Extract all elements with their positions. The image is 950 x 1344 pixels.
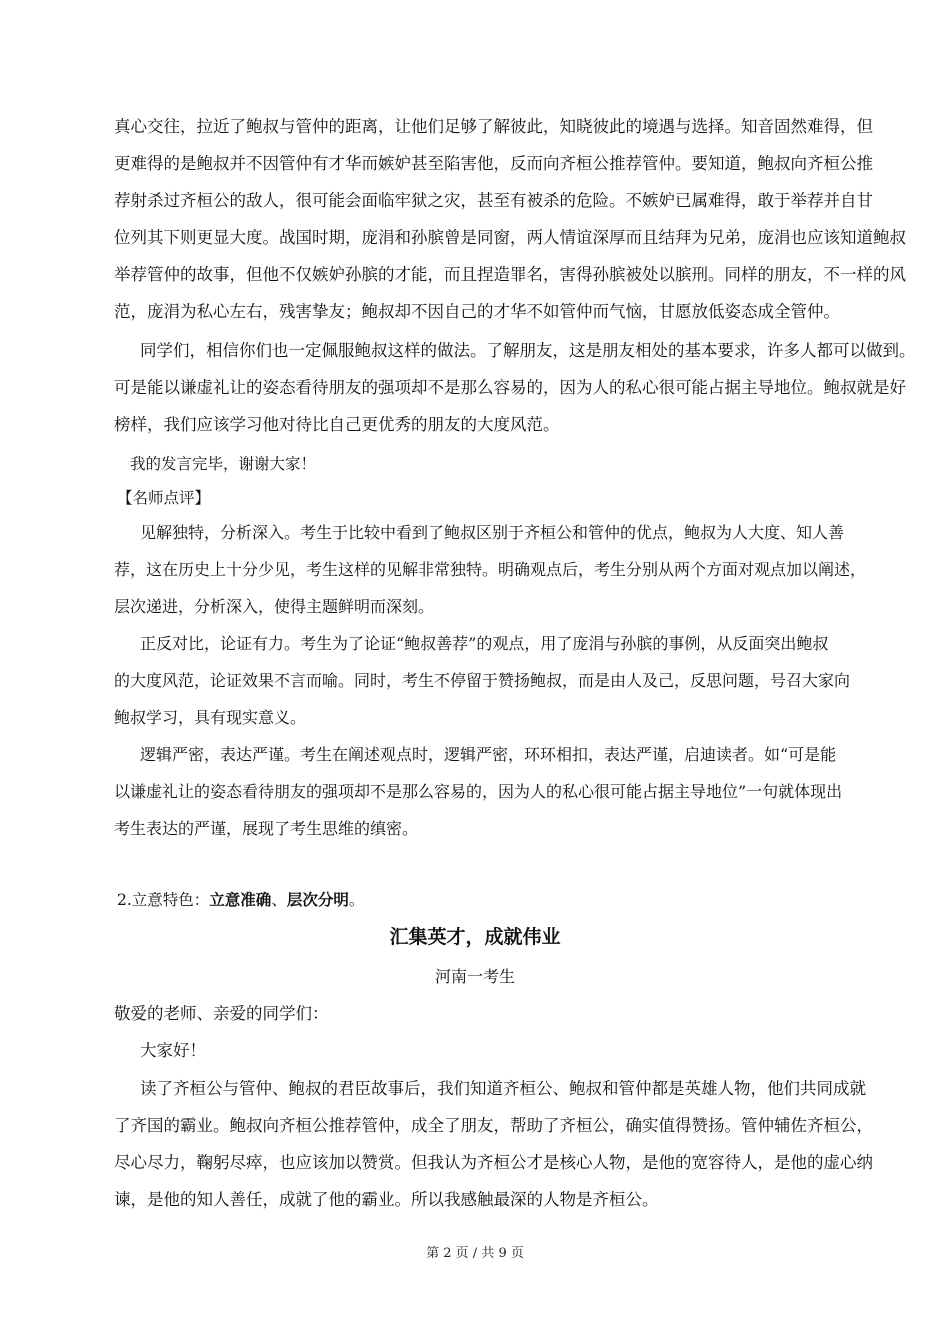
section-separator: 、: [271, 891, 287, 909]
paragraph-line: 尽心尽力，鞠躬尽瘁，也应该加以赞赏。但我认为齐桓公才是核心人物，是他的宽容待人，是他的虚心纳: [114, 1153, 873, 1172]
review-line: 层次递进，分析深入，使得主题鲜明而深刻。: [114, 597, 435, 616]
section-keyword-1: 立意准确: [209, 890, 272, 909]
essay-author: 河南一考生: [434, 967, 515, 986]
section-keyword-2: 层次分明: [286, 890, 349, 909]
page-footer: 第 2 页 / 共 9 页: [426, 1246, 524, 1261]
paragraph-line: 可是能以谦虚礼让的姿态看待朋友的强项却不是那么容易的，因为人的私心很可能占据主导地位。鲍叔就是好: [114, 378, 906, 397]
section-prefix: 2.立意特色：: [117, 891, 210, 909]
review-line: 正反对比，论证有力。考生为了论证“鲍叔善荐”的观点，用了庞涓与孙膑的事例，从反面突出鲍叔: [140, 634, 829, 653]
paragraph-line: 了齐国的霸业。鲍叔向齐桓公推荐管仲，成全了朋友，帮助了齐桓公，确实值得赞扬。管仲辅佐齐桓公，: [114, 1116, 873, 1135]
paragraph-line: 读了齐桓公与管仲、鲍叔的君臣故事后，我们知道齐桓公、鲍叔和管仲都是英雄人物，他们共同成就: [140, 1079, 866, 1098]
closing-line: 我的发言完毕，谢谢大家！: [130, 455, 317, 473]
review-line: 鲍叔学习，具有现实意义。: [114, 708, 307, 727]
paragraph-line: 榜样，我们应该学习他对待比自己更优秀的朋友的大度风范。: [114, 415, 560, 434]
review-line: 荐，这在历史上十分少见，考生这样的见解非常独特。明确观点后，考生分别从两个方面对观点加以阐述，: [114, 560, 867, 579]
paragraph-line: 位列其下则更显大度。战国时期，庞涓和孙膑曾是同窗，两人情谊深厚而且结拜为兄弟，庞涓也应该知道鲍叔: [114, 228, 906, 247]
paragraph-line: 范，庞涓为私心左右，残害挚友；鲍叔却不因自己的才华不如管仲而气恼，甘愿放低姿态成全管仲。: [114, 302, 840, 321]
section-heading: [117, 889, 950, 911]
review-line: 逻辑严密，表达严谨。考生在阐述观点时，逻辑严密，环环相扣，表达严谨，启迪读者。如“可是能: [140, 745, 837, 764]
section-end: 。: [348, 891, 365, 909]
review-line: 的大度风范，论证效果不言而喻。同时，考生不停留于赞扬鲍叔，而是由人及己，反思问题，号召大家向: [114, 671, 851, 690]
salutation: 敬爱的老师、亲爱的同学们：: [114, 1004, 329, 1023]
review-line: 以谦虚礼让的姿态看待朋友的强项却不是那么容易的，因为人的私心很可能占据主导地位”一句就体现出: [114, 782, 843, 801]
paragraph-line: 真心交往，拉近了鲍叔与管仲的距离，让他们足够了解彼此，知晓彼此的境遇与选择。知音固然难得，但: [114, 117, 873, 136]
review-heading: 【名师点评】: [117, 489, 211, 507]
paragraph-line: 谏，是他的知人善任，成就了他的霸业。所以我感触最深的人物是齐桓公。: [114, 1190, 659, 1209]
paragraph-line: 举荐管仲的故事，但他不仅嫉妒孙膑的才能，而且捏造罪名，害得孙膑被处以膑刑。同样的朋友，不一样的风: [114, 265, 906, 284]
essay-title: 汇集英才，成就伟业: [389, 926, 561, 948]
paragraph-line: 荐射杀过齐桓公的敌人，很可能会面临牢狱之灾，甚至有被杀的危险。不嫉妒已属难得，敢于举荐并自甘: [114, 191, 873, 210]
review-line: 见解独特，分析深入。考生于比较中看到了鲍叔区别于齐桓公和管仲的优点，鲍叔为人大度、知人善: [140, 523, 845, 542]
review-line: 考生表达的严谨，展现了考生思维的缜密。: [114, 819, 419, 838]
paragraph-line: 更难得的是鲍叔并不因管仲有才华而嫉妒甚至陷害他，反而向齐桓公推荐管仲。要知道，鲍叔向齐桓公推: [114, 154, 873, 173]
greeting: 大家好！: [140, 1041, 206, 1060]
paragraph-line: 同学们，相信你们也一定佩服鲍叔这样的做法。了解朋友，这是朋友相处的基本要求，许多人都可以做到。: [140, 341, 916, 360]
